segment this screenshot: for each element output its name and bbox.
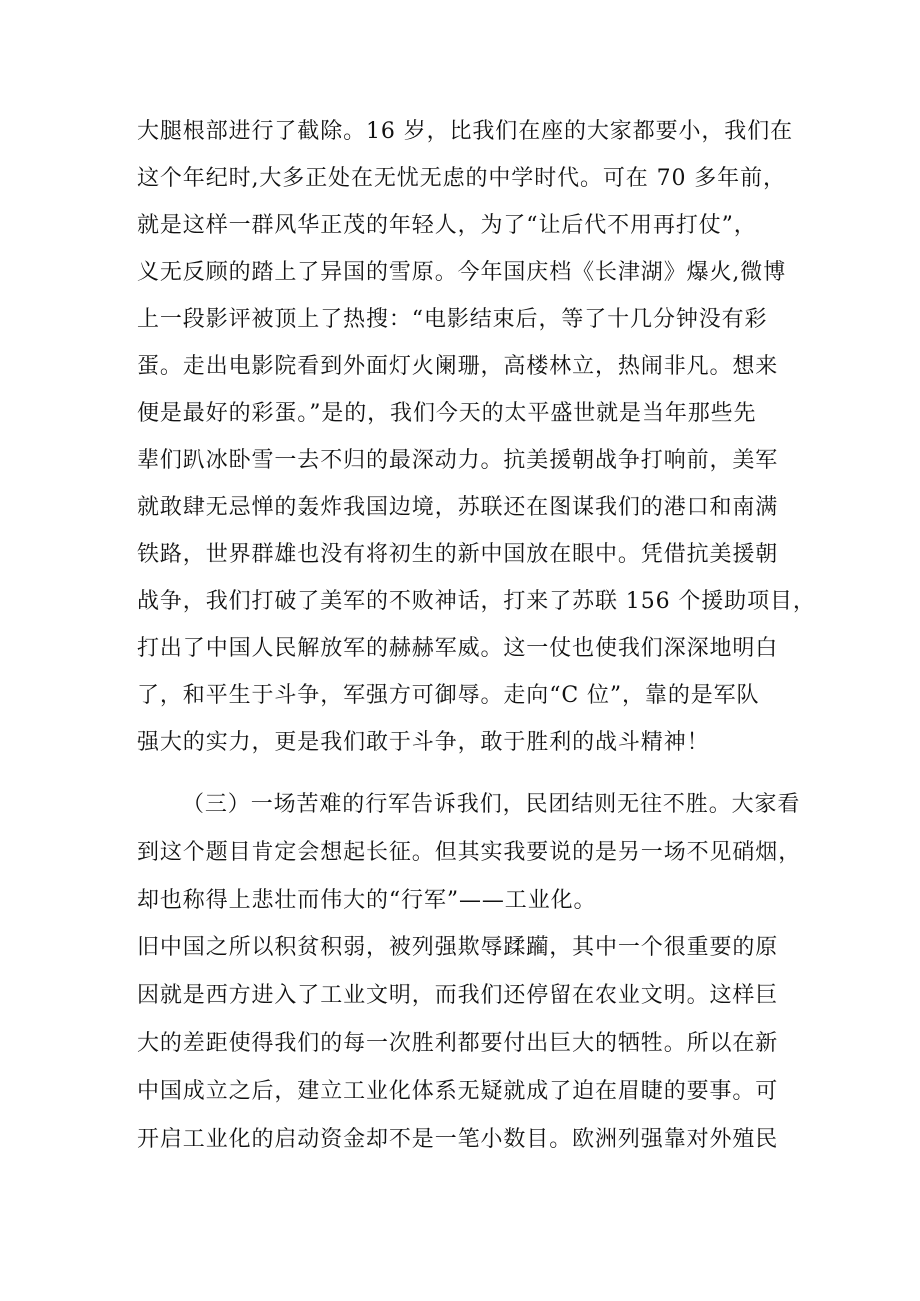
- text-line: 战争，我们打破了美军的不败神话，打来了苏联 156 个援助项目，: [137, 589, 816, 614]
- text-line: 了，和平生于斗争，军强方可御辱。走向“C 位”，靠的是军队: [137, 683, 760, 708]
- text-line: 打出了中国人民解放军的赫赫军威。这一仗也使我们深深地明白: [137, 636, 779, 661]
- text-line: 到这个题目肯定会想起长征。但其实我要说的是另一场不见硝烟，: [137, 840, 802, 865]
- text-line: 义无反顾的踏上了异国的雪原。今年国庆档《长津湖》爆火,微博: [137, 260, 787, 285]
- text-line: 铁路，世界群雄也没有将初生的新中国放在眼中。凭借抗美援朝: [137, 542, 779, 567]
- text-line: 旧中国之所以积贫积弱，被列强欺辱蹂躏，其中一个很重要的原: [137, 935, 779, 960]
- text-line: 上一段影评被顶上了热搜：“电影结束后，等了十几分钟没有彩: [137, 307, 768, 332]
- text-line: 开启工业化的启动资金却不是一笔小数目。欧洲列强靠对外殖民: [137, 1127, 779, 1152]
- text-line: 就是这样一群风华正茂的年轻人，为了“让后代不用再打仗”，: [137, 213, 757, 238]
- text-line: 因就是西方进入了工业文明，而我们还停留在农业文明。这样巨: [137, 983, 779, 1008]
- text-line: 大腿根部进行了截除。16 岁，比我们在座的大家都要小，我们在: [137, 119, 793, 144]
- text-line: 中国成立之后，建立工业化体系无疑就成了迫在眉睫的要事。可: [137, 1079, 779, 1104]
- text-line: 这个年纪时,大多正处在无忧无虑的中学时代。可在 70 多年前，: [137, 166, 786, 191]
- section-heading-line: （三）一场苦难的行军告诉我们，民团结则无往不胜。大家看: [182, 792, 801, 817]
- text-line: 便是最好的彩蛋。”是的，我们今天的太平盛世就是当年那些先: [137, 401, 757, 426]
- text-line: 大的差距使得我们的每一次胜利都要付出巨大的牺牲。所以在新: [137, 1031, 779, 1056]
- text-line: 蛋。走出电影院看到外面灯火阑珊，高楼林立，热闹非凡。想来: [137, 354, 779, 379]
- text-line: 辈们趴冰卧雪一去不归的最深动力。抗美援朝战争打响前，美军: [137, 448, 779, 473]
- text-line: 就敢肆无忌惮的轰炸我国边境，苏联还在图谋我们的港口和南满: [137, 495, 779, 520]
- text-line: 强大的实力，更是我们敢于斗争，敢于胜利的战斗精神！: [137, 730, 710, 755]
- text-line: 却也称得上悲壮而伟大的“行军”——工业化。: [137, 888, 597, 913]
